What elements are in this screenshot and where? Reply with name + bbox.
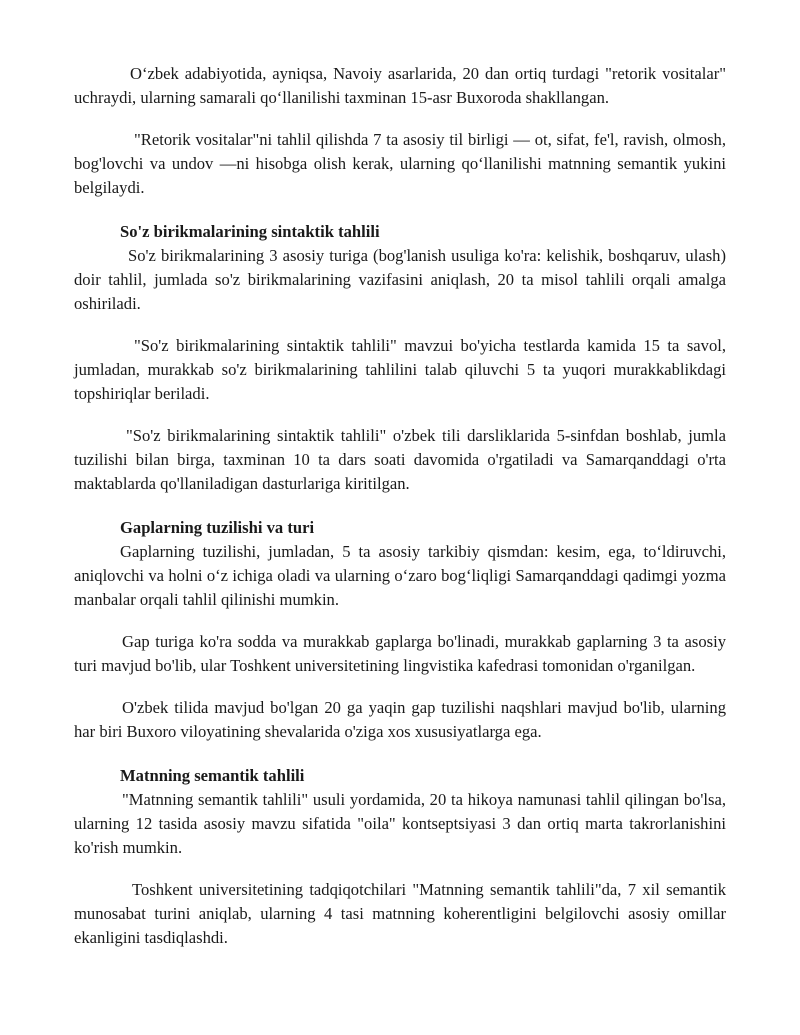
paragraph-gap-patterns: O'zbek tilida mavjud bo'lgan 20 ga yaqin gap tuzilishi naqshlari mavjud bo'lib, ularning har biri Buxoro viloyatining shevalarida o'ziga xos xususiyatlarga ega.	[74, 698, 726, 741]
paragraph-matn-researchers: Toshkent universitetining tadqiqotchilari "Matnning semantik tahlili"da, 7 xil semantik munosabat turini aniqlab, ularning 4 tasi matnning koherentligini belgilovchi asosiy omillar ekanligini tasdiqlashdi.	[74, 880, 726, 947]
heading-matn-semantik: Matnning semantik tahlili	[120, 766, 305, 785]
heading-gaplar-tuzilishi: Gaplarning tuzilishi va turi	[120, 518, 315, 537]
heading-soz-birikmalari: So'z birikmalarining sintaktik tahlili	[120, 222, 380, 241]
paragraph-birikma-textbooks: "So'z birikmalarining sintaktik tahlili" o'zbek tili darsliklarida 5-sinfdan boshlab, jumla tuzilishi bilan birga, taxminan 10 ta dars soati davomida o'rgatiladi va Samarqanddagi o'rta maktablarda qo'llaniladigan dasturlariga kiritilgan.	[74, 426, 726, 493]
paragraph-birikma-types: So'z birikmalarining 3 asosiy turiga (bog'lanish usuliga ko'ra: kelishik, boshqaruv, ulash) doir tahlil, jumlada so'z birikmalarining vazifasini aniqlash, 20 ta misol tahlili orqali amalga oshiriladi.	[74, 246, 726, 313]
paragraph-gap-types: Gap turiga ko'ra sodda va murakkab gaplarga bo'linadi, murakkab gaplarning 3 ta asosiy turi mavjud bo'lib, ular Toshkent universitetining lingvistika kafedrasi tomonidan o'rganilgan.	[74, 632, 726, 675]
paragraph-gap-components: Gaplarning tuzilishi, jumladan, 5 ta asosiy tarkibiy qismdan: kesim, ega, to‘ldiruvchi, aniqlovchi va holni o‘z ichiga oladi va ularning o‘zaro bog‘liqligi Samarqanddagi qadimgi yozma manbalar orqali tahlil qilinishi mumkin.	[74, 542, 726, 609]
paragraph-birikma-tests: "So'z birikmalarining sintaktik tahlili" mavzui bo'yicha testlarda kamida 15 ta savol, jumladan, murakkab so'z birikmalarining tahlilini talab qiluvchi 5 ta yuqori murakkablikdagi topshiriqlar beriladi.	[74, 336, 726, 403]
paragraph-matn-stories: "Matnning semantik tahlili" usuli yordamida, 20 ta hikoya namunasi tahlil qilingan bo'lsa, ularning 12 tasida asosiy mavzu sifatida "oila" kontseptsiyasi 3 dan ortiq marta takrorlanishini ko'rish mumkin.	[74, 790, 726, 857]
paragraph-retorik-units: "Retorik vositalar"ni tahlil qilishda 7 ta asosiy til birligi — ot, sifat, fe'l, ravish, olmosh, bog'lovchi va undov —ni hisobga olish kerak, ularning qo‘llanilishi matnning semantik yukini belgilaydi.	[74, 130, 726, 197]
paragraph-retorik-intro: O‘zbek adabiyotida, ayniqsa, Navoiy asarlarida, 20 dan ortiq turdagi "retorik vositalar" uchraydi, ularning samarali qo‘llanilishi taxminan 15-asr Buxoroda shakllangan.	[74, 64, 726, 107]
